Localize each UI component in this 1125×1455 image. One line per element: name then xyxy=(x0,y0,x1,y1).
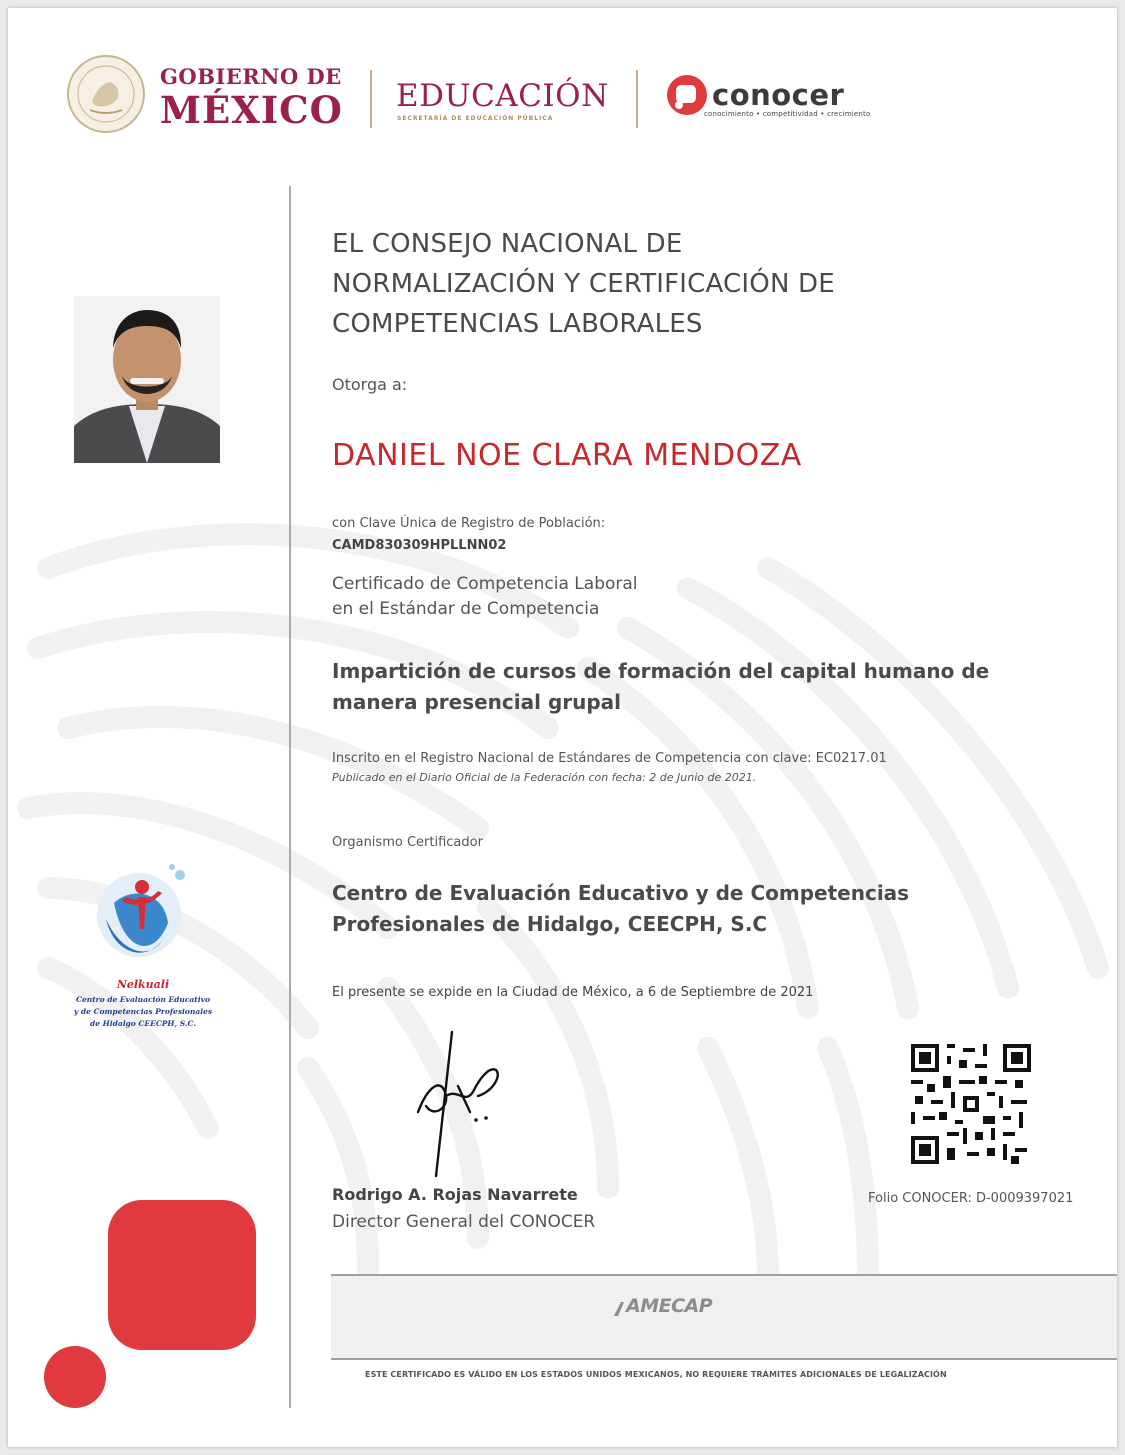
header-separator xyxy=(636,70,638,128)
conocer-logo-icon xyxy=(666,74,708,116)
red-decorative-dot xyxy=(44,1346,106,1408)
folio-number: Folio CONOCER: D-0009397021 xyxy=(868,1191,1074,1206)
issuer-line: NORMALIZACIÓN Y CERTIFICACIÓN DE xyxy=(332,269,835,299)
nelkuali-name: Nelkuali xyxy=(116,978,170,991)
coat-of-arms-seal-icon xyxy=(66,54,146,134)
competency-standard xyxy=(332,656,1032,718)
standard-line: manera presencial grupal xyxy=(332,690,622,714)
amecap-logo-text: AMECAP xyxy=(626,1295,713,1317)
header-separator xyxy=(370,70,372,128)
signer-name: Rodrigo A. Rojas Navarrete xyxy=(332,1185,578,1204)
certificate-type-line: Certificado de Competencia Laboral xyxy=(332,574,638,594)
issued-place-date: El presente se expide en la Ciudad de México, a 6 de Septiembre de 2021 xyxy=(332,985,814,1000)
qr-code-icon xyxy=(911,1044,1031,1164)
signer-title: Director General del CONOCER xyxy=(332,1212,596,1232)
recipient-photo xyxy=(74,296,220,463)
nelkuali-logo-icon xyxy=(94,863,194,983)
nelkuali-line: Centro de Evaluación Educativo xyxy=(76,995,210,1004)
issuer-title xyxy=(332,224,1032,344)
registry-text: Inscrito en el Registro Nacional de Estándares de Competencia con clave: EC0217.01 xyxy=(332,751,887,766)
organism-label: Organismo Certificador xyxy=(332,835,483,850)
certifying-organism xyxy=(332,878,1032,940)
nelkuali-line: de Hidalgo CEECPH, S.C. xyxy=(90,1019,196,1028)
footer-band xyxy=(331,1274,1117,1360)
sep-subtitle: SECRETARÍA DE EDUCACIÓN PÚBLICA xyxy=(397,115,554,122)
vertical-divider xyxy=(289,186,291,1408)
organism-line: Profesionales de Hidalgo, CEECPH, S.C xyxy=(332,912,768,936)
signature-icon xyxy=(408,1026,518,1186)
curp-value: CAMD830309HPLLNN02 xyxy=(332,538,507,553)
curp-label: con Clave Única de Registro de Población: xyxy=(332,516,606,531)
issuer-line: COMPETENCIAS LABORALES xyxy=(332,309,703,339)
nelkuali-line: y de Competencias Profesionales xyxy=(73,1007,213,1016)
organism-line: Centro de Evaluación Educativo y de Competencias xyxy=(332,881,910,905)
gobierno-text: GOBIERNO DE xyxy=(160,64,342,89)
educacion-text: EDUCACIÓN xyxy=(396,78,609,114)
nelkuali-description xyxy=(58,994,228,1030)
conocer-text: conocer xyxy=(712,78,845,112)
published-text: Publicado en el Diario Oficial de la Federación con fecha: 2 de Junio de 2021. xyxy=(332,771,757,784)
recipient-name: DANIEL NOE CLARA MENDOZA xyxy=(332,438,802,473)
certificate-sheet xyxy=(8,8,1117,1447)
issuer-line: EL CONSEJO NACIONAL DE xyxy=(332,229,683,259)
red-decorative-square xyxy=(108,1200,256,1350)
standard-line: Impartición de cursos de formación del capital humano de xyxy=(332,659,990,683)
validity-statement: ESTE CERTIFICADO ES VÁLIDO EN LOS ESTADOS UNIDOS MEXICANOS, NO REQUIERE TRÁMITES ADICIONALES DE LEGALIZACIÓN xyxy=(365,1370,947,1379)
certificate-type-line: en el Estándar de Competencia xyxy=(332,599,600,619)
otorga-label: Otorga a: xyxy=(332,375,408,394)
mexico-text: MÉXICO xyxy=(160,88,343,132)
conocer-tagline: conocimiento • competitividad • crecimiento xyxy=(704,110,871,118)
